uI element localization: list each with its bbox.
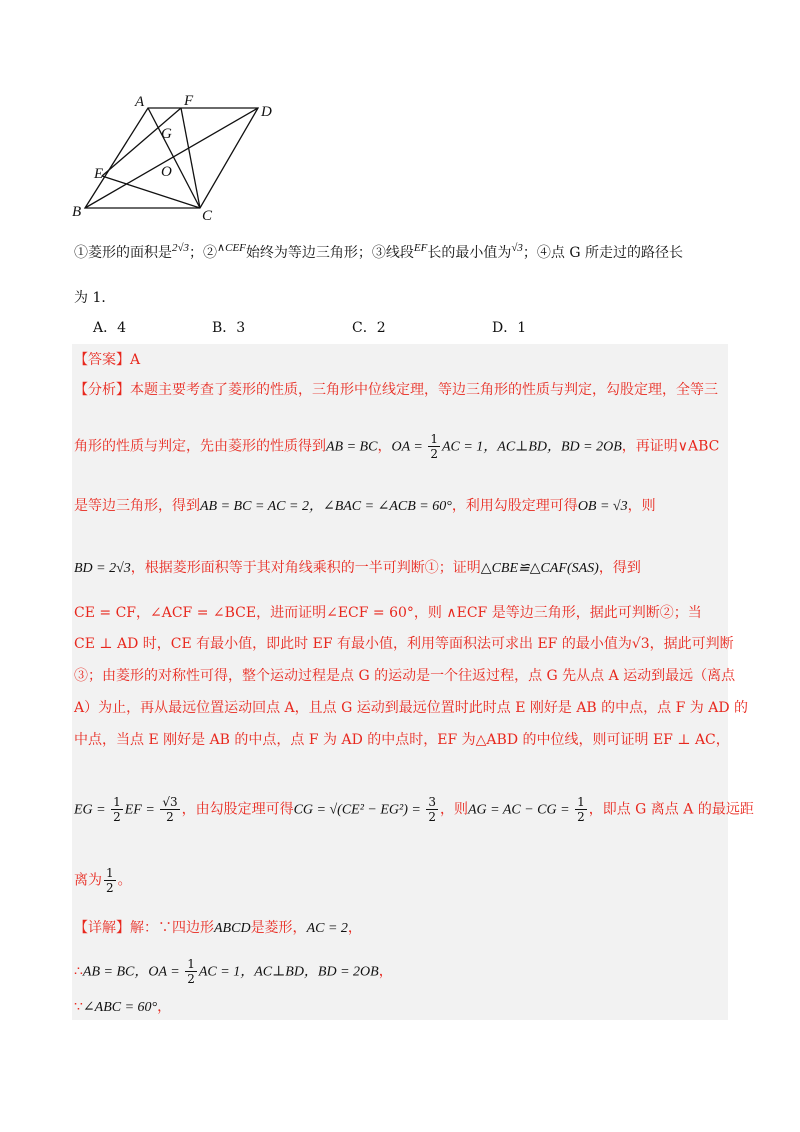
detail-line-3: ∵∠ABC = 60°， — [74, 999, 172, 1015]
detail-line-2: ∴AB = BC，OA = $\frac{1}{2}$ AC = 1，AC⊥BD，BD = 2OB， — [74, 957, 393, 986]
option-d: D．1 — [492, 320, 527, 336]
statement-line-2: 为 1． — [74, 290, 116, 306]
analysis-line-5: CE = CF，∠ACF = ∠BCE，进而证明∠ECF = 60°，则 ∧ECF 是等边三角形，据此可判断②；当 — [74, 605, 702, 621]
label-e: E — [94, 166, 104, 182]
analysis-line-9: 中点，当点 E 刚好是 AB 的中点，点 F 为 AD 的中点时，EF 为△ABD 的中位线，则可证明 EF ⊥ AC， — [74, 732, 730, 748]
analysis-line-10: EG = $\frac{1}{2}$ EF = $\frac{√3}{2}$ ，由勾股定理可得CG = √(CE² − EG²) = $\frac{3}{2}$ ，则AG = AC − CG = $\frac{1}{2}$ ，即点 G 离点 A 的最远距 — [74, 795, 754, 824]
statement-line-1: ①菱形的面积是$^{2√3}$；②$^{\wedge CEF}$始终为等边三角形；③线段$^{EF}$长的最小值为$^{√3}$；④点 G 所走过的路径长 — [74, 242, 683, 261]
analysis-line-4: BD = 2√3，根据菱形面积等于其对角线乘积的一半可判断①；证明△CBE≌△CAF(SAS)，得到 — [74, 560, 641, 576]
label-g: G — [161, 126, 172, 142]
analysis-line-11: 离为 $\frac{1}{2}$ 。 — [74, 866, 132, 895]
detail-line-1: 【详解】解：∵四边形ABCD是菱形，AC = 2， — [74, 920, 362, 936]
diagonal-bd — [85, 108, 258, 208]
option-c: C．2 — [352, 320, 386, 336]
label-f: F — [184, 93, 194, 109]
analysis-line-2: 角形的性质与判定，先由菱形的性质得到AB = BC，OA = $\frac{1}{2}$ AC = 1，AC⊥BD，BD = 2OB，再证明∨ABC — [74, 432, 720, 461]
analysis-line-3: 是等边三角形，得到AB = BC = AC = 2，∠BAC = ∠ACB = 60°，利用勾股定理可得OB = √3，则 — [74, 498, 656, 514]
label-b: B — [72, 204, 82, 220]
rhombus-figure — [60, 92, 290, 227]
segment-ef-label: EF — [413, 242, 428, 254]
min-value: √3 — [511, 242, 523, 254]
label-d: D — [261, 104, 272, 120]
analysis-line-7: ③；由菱形的对称性可得，整个运动过程是点 G 的运动是一个往返过程，点 G 先从点 A 运动到最远（离点 — [74, 668, 736, 684]
answer-label: 【答案】A — [74, 352, 141, 368]
analysis-line-6: CE ⊥ AD 时，CE 有最小值，即此时 EF 有最小值，利用等面积法可求出 EF 的最小值为√3，据此可判断 — [74, 636, 734, 652]
label-a: A — [135, 94, 145, 110]
analysis-line-8: A）为止，再从最远位置运动回点 A，且点 G 运动到最远位置时此时点 E 刚好是 AB 的中点，点 F 为 AD 的 — [74, 700, 749, 716]
rhombus-diagram — [60, 92, 290, 227]
option-b: B．3 — [212, 320, 246, 336]
analysis-line-1: 【分析】本题主要考查了菱形的性质，三角形中位线定理，等边三角形的性质与判定，勾股定理，全等三 — [74, 382, 718, 398]
label-c: C — [202, 208, 213, 224]
segment-fc — [181, 108, 200, 208]
triangle-cef: ∧CEF — [217, 242, 246, 254]
option-a: A．4 — [93, 320, 127, 336]
area-value: 2√3 — [172, 242, 190, 254]
label-o: O — [161, 164, 172, 180]
